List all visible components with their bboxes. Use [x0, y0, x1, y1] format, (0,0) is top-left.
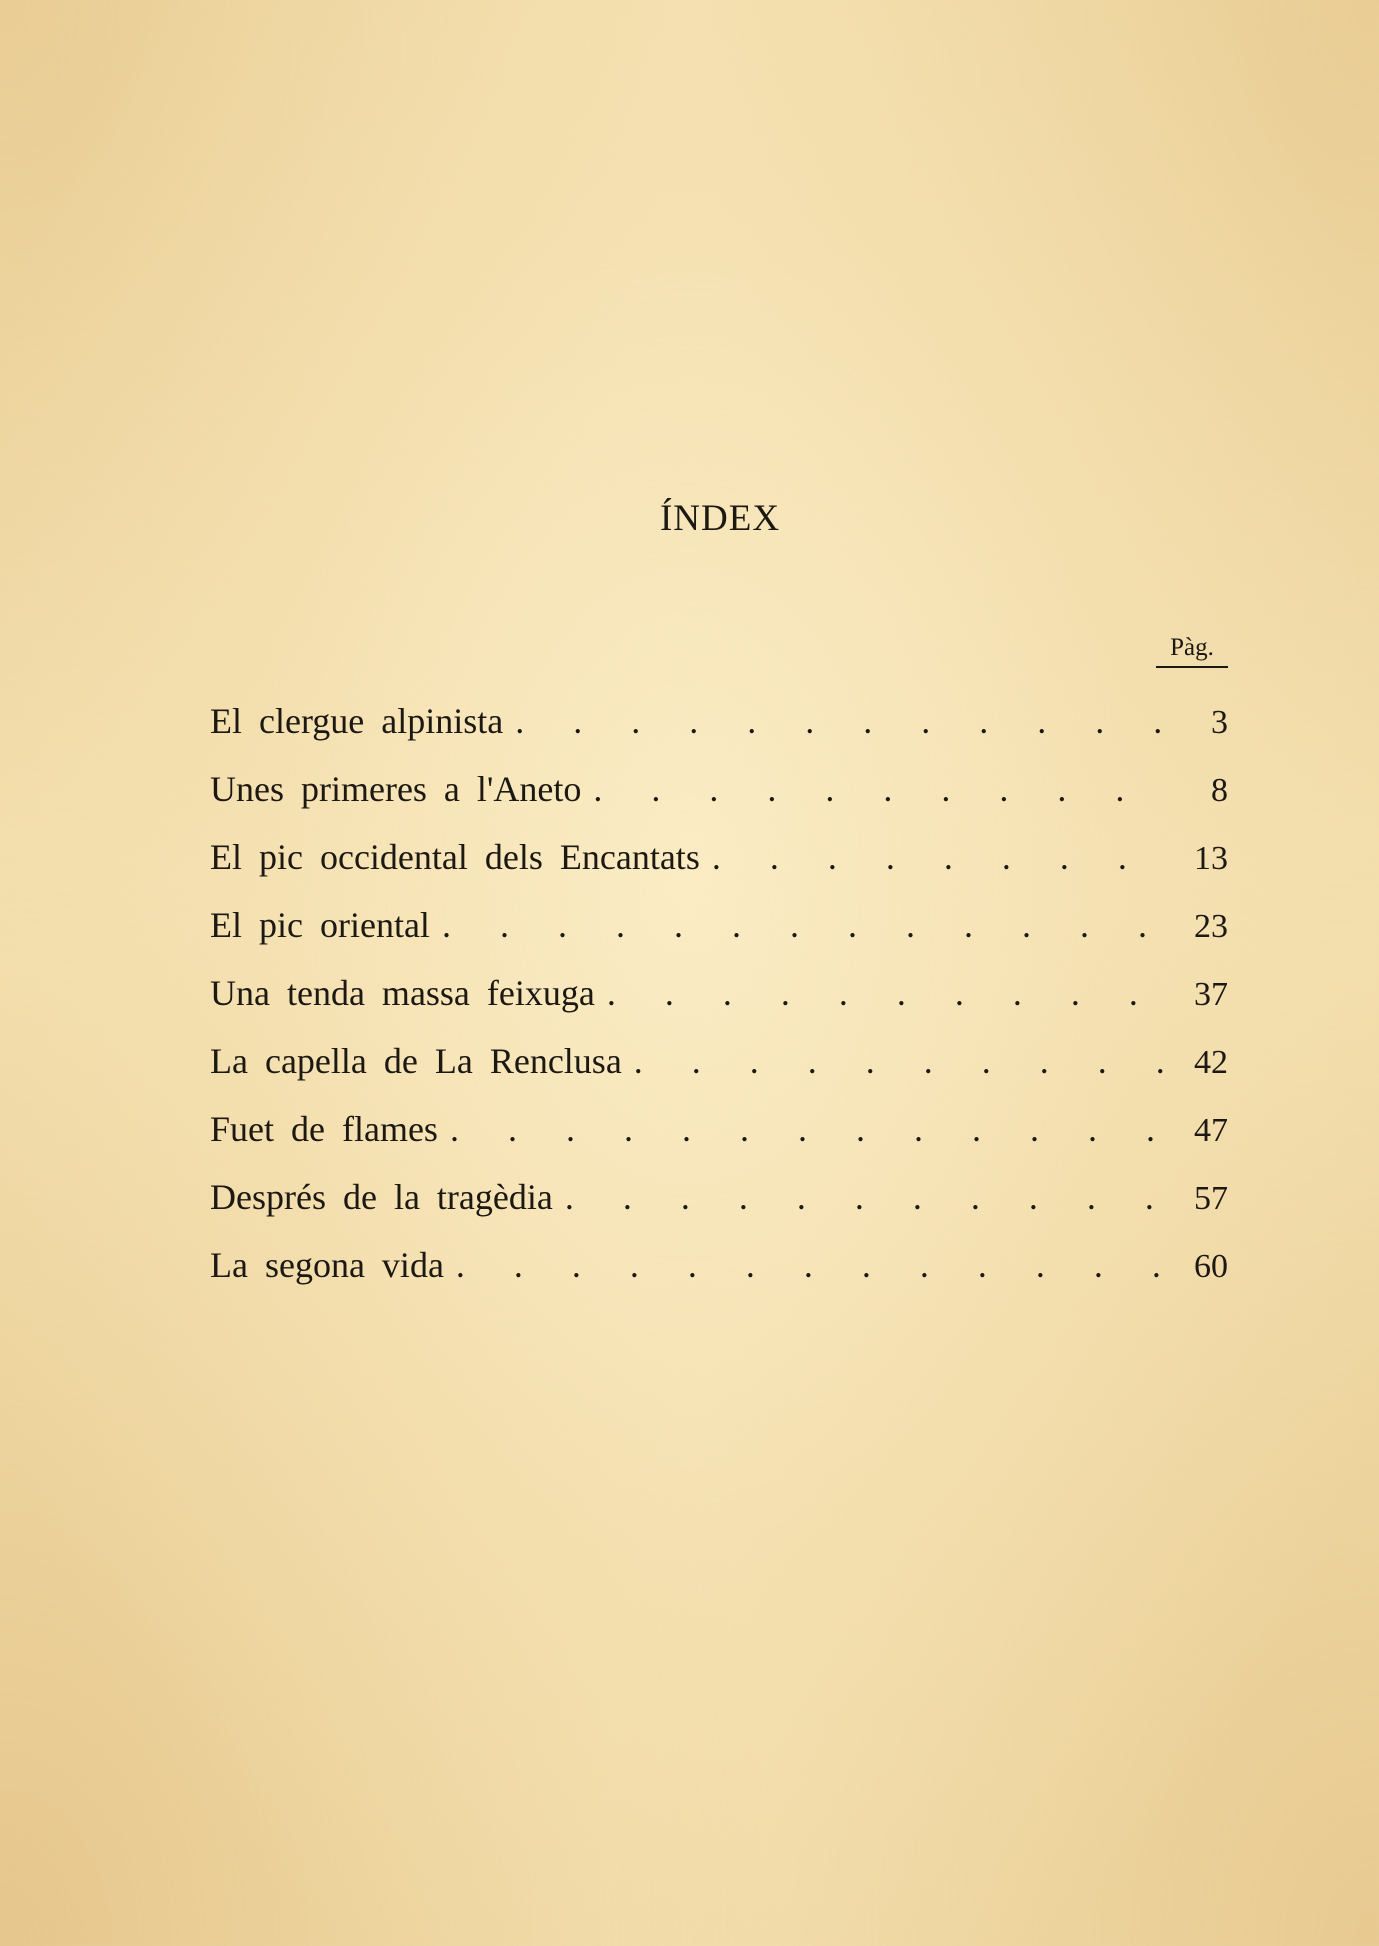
toc-entry-page: 13 [1194, 840, 1228, 877]
dot-leader [553, 1176, 1170, 1218]
page-column-header: Pàg. [1156, 634, 1228, 668]
toc-entry-page: 60 [1194, 1248, 1228, 1285]
toc-entry [210, 1244, 1228, 1312]
toc-entry-page: 57 [1194, 1180, 1228, 1217]
toc-entry [210, 768, 1228, 836]
toc-entry [210, 1040, 1228, 1108]
toc-entry-title: La capella de La Renclusa [210, 1041, 622, 1081]
dot-leader [581, 768, 1170, 810]
toc-entry-title: El pic occidental dels Encantats [210, 837, 700, 877]
dot-leader [700, 836, 1170, 878]
toc-entry [210, 904, 1228, 972]
dot-leader [622, 1040, 1170, 1082]
toc-entry [210, 972, 1228, 1040]
table-of-contents [210, 700, 1228, 1312]
toc-entry-title: Una tenda massa feixuga [210, 973, 595, 1013]
toc-entry-page: 8 [1211, 772, 1228, 809]
toc-entry [210, 836, 1228, 904]
toc-entry-page: 37 [1194, 976, 1228, 1013]
dot-leader [430, 904, 1170, 946]
dot-leader [438, 1108, 1170, 1150]
toc-entry [210, 700, 1228, 768]
dot-leader [444, 1244, 1170, 1286]
page-title: ÍNDEX [659, 498, 781, 539]
toc-entry [210, 1108, 1228, 1176]
toc-entry-page: 42 [1194, 1044, 1228, 1081]
toc-entry-title: Després de la tragèdia [210, 1177, 553, 1217]
toc-entry-page: 23 [1194, 908, 1228, 945]
toc-entry-title: Fuet de flames [210, 1109, 438, 1149]
toc-entry-title: El clergue alpinista [210, 701, 504, 741]
toc-entry-page: 3 [1211, 704, 1228, 741]
dot-leader [595, 972, 1170, 1014]
toc-entry-title: La segona vida [210, 1245, 444, 1285]
toc-entry-title: El pic oriental [210, 905, 430, 945]
dot-leader [503, 700, 1170, 742]
toc-entry-page: 47 [1194, 1112, 1228, 1149]
toc-entry [210, 1176, 1228, 1244]
toc-entry-title: Unes primeres a l'Aneto [210, 769, 582, 809]
